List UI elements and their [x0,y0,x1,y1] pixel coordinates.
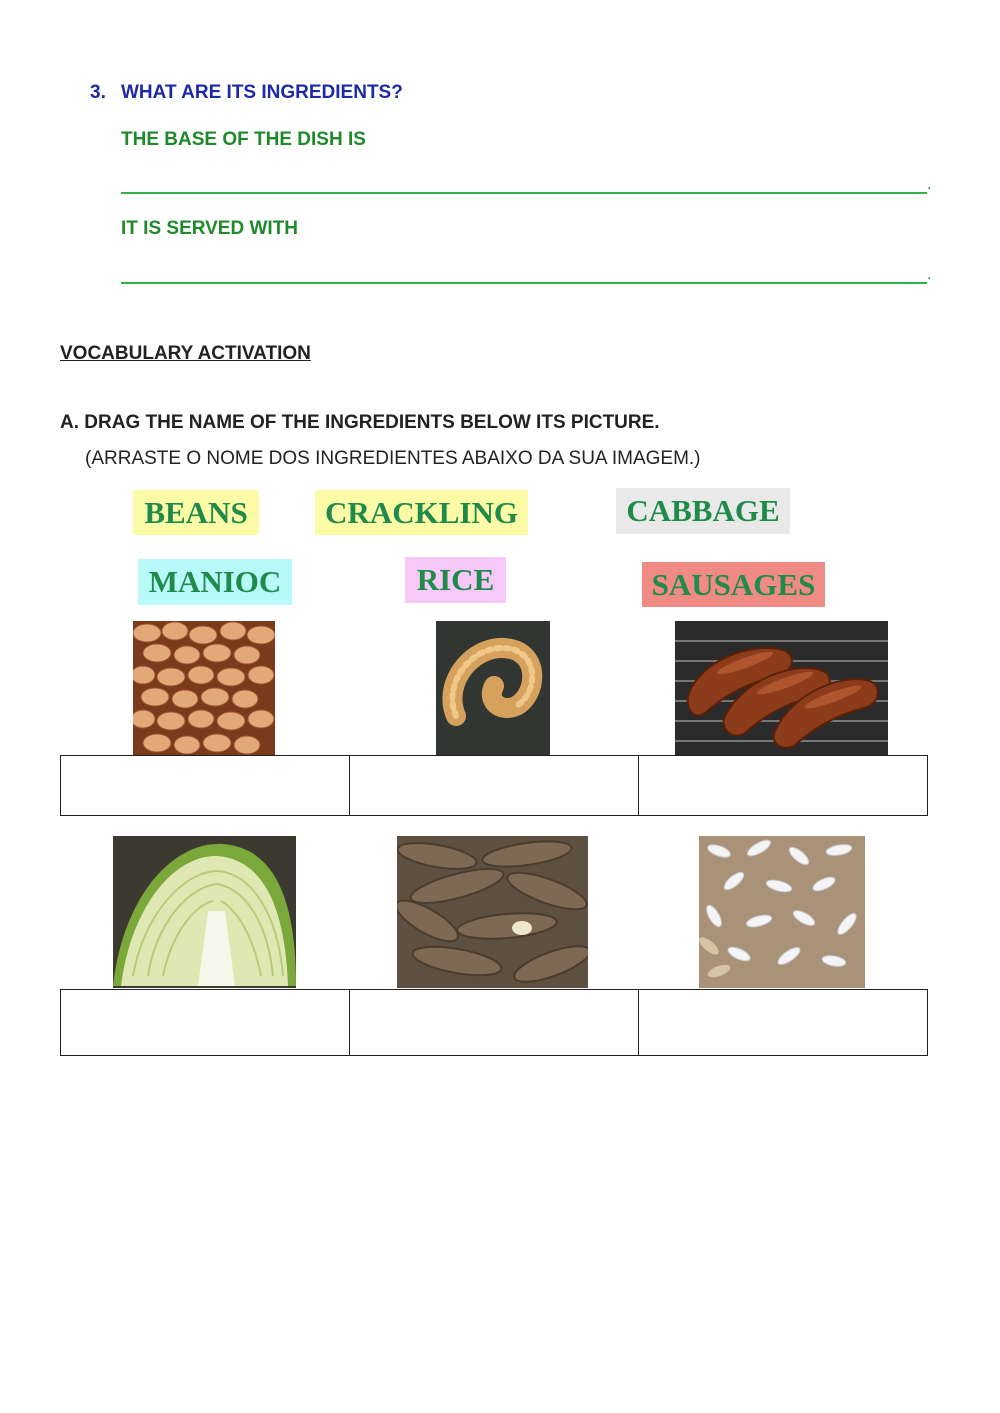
question-title: WHAT ARE ITS INGREDIENTS? [121,82,403,103]
section-title: VOCABULARY ACTIVATION [60,343,311,364]
drop-box-2[interactable] [349,755,640,816]
cabbage-photo [113,836,296,988]
base-answer-line[interactable] [121,192,927,194]
base-line-end: . [927,176,932,193]
served-answer-line[interactable] [121,282,927,284]
word-chip-cabbage[interactable]: CABBAGE [616,488,790,534]
word-chip-crackling[interactable]: CRACKLING [315,490,528,535]
drop-box-5[interactable] [349,989,640,1056]
instruction-translation: (ARRASTE O NOME DOS INGREDIENTES ABAIXO DA SUA IMAGEM.) [85,448,701,469]
rice-photo [699,836,865,988]
drop-box-3[interactable] [638,755,928,816]
question-number: 3. [90,82,106,103]
served-line-end: . [927,266,932,283]
drop-box-6[interactable] [638,989,928,1056]
word-chip-sausages[interactable]: SAUSAGES [642,562,825,607]
base-of-dish-label: THE BASE OF THE DISH IS [121,129,366,150]
drop-box-4[interactable] [60,989,351,1056]
beans-photo [133,621,275,755]
word-chip-manioc[interactable]: MANIOC [138,559,292,605]
word-chip-beans[interactable]: BEANS [133,490,259,535]
instruction-main: A. DRAG THE NAME OF THE INGREDIENTS BELOW ITS PICTURE. [60,412,660,433]
sausages-photo [675,621,888,755]
drop-box-1[interactable] [60,755,351,816]
crackling-photo [436,621,550,755]
manioc-photo [397,836,588,988]
word-chip-rice[interactable]: RICE [405,557,506,603]
served-with-label: IT IS SERVED WITH [121,218,299,239]
